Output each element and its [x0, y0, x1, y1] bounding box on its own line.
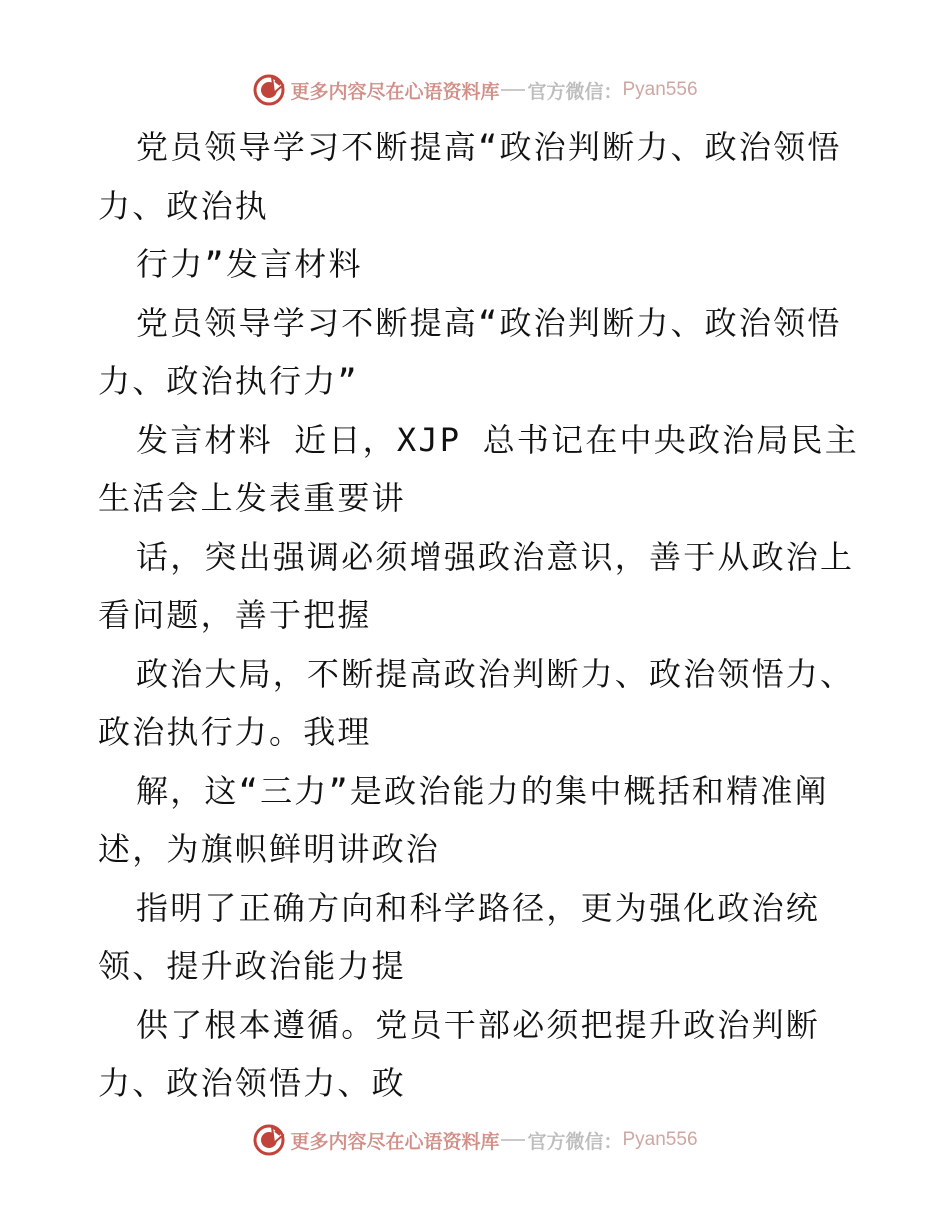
- footer-banner: [0, 1120, 950, 1160]
- banner-brand-text: 更多内容尽在心语资料库: [290, 1130, 500, 1153]
- banner-wechat-label: 官方微信：: [527, 80, 623, 103]
- banner-wechat-label: 官方微信：: [527, 1130, 623, 1153]
- body-line: 生活会上发表重要讲: [98, 479, 406, 517]
- body-line: 政治执行力。我理: [98, 713, 372, 751]
- brand-logo-icon: [252, 73, 286, 107]
- body-line: 话，突出强调必须增强政治意识，善于从政治上: [136, 537, 855, 576]
- body-line: 力、政治执: [98, 186, 270, 225]
- body-line: 党员领导学习不断提高“政治判断力、政治领悟: [136, 303, 842, 342]
- body-line: 述，为旗帜鲜明讲政治: [98, 830, 441, 868]
- banner-brand-text: 更多内容尽在心语资料库: [290, 80, 500, 103]
- document-body: [98, 118, 858, 1113]
- body-line: 供了根本遵循。党员干部必须把提升政治判断: [136, 1005, 821, 1044]
- body-line: 党员领导学习不断提高“政治判断力、政治领悟: [136, 128, 842, 166]
- body-line: 力、政治执行力”: [98, 362, 359, 400]
- banner-separator: [501, 1139, 525, 1141]
- body-line: 行力”发言材料: [136, 245, 363, 283]
- header-banner: [0, 70, 950, 110]
- banner-separator: [501, 89, 525, 91]
- body-line: 政治大局，不断提高政治判断力、政治领悟力、: [136, 654, 855, 693]
- banner-wechat-id: Pyan556: [622, 1129, 698, 1150]
- body-line: 领、提升政治能力提: [98, 947, 406, 985]
- body-line: 发言材料 近日，XJP 总书记在中央政治局民主: [136, 420, 859, 459]
- body-line: 看问题，善于把握: [98, 596, 372, 634]
- banner-wechat-id: Pyan556: [622, 79, 698, 100]
- brand-logo-icon: [252, 1123, 286, 1157]
- body-line: 解，这“三力”是政治能力的集中概括和精准阐: [136, 771, 829, 810]
- body-line: 力、政治领悟力、政: [98, 1064, 406, 1102]
- body-line: 指明了正确方向和科学路径，更为强化政治统: [136, 888, 821, 927]
